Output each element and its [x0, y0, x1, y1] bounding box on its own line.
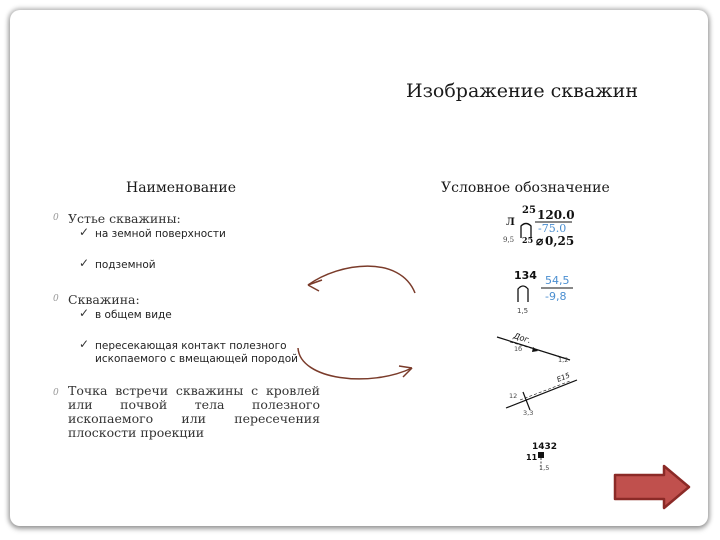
bullet-icon: 0: [53, 213, 59, 223]
sub-item-label-line1: пересекающая контакт полезного: [95, 340, 287, 352]
symbol-label: 54,5: [545, 274, 570, 287]
symbol-label: 0,25: [545, 234, 575, 248]
sub-item-label: подземной: [95, 259, 156, 271]
symbol-meeting-point: [526, 442, 557, 472]
symbol-underground-mouth: [514, 269, 573, 315]
symbol-label: 11: [526, 453, 538, 462]
symbol-label: 134: [514, 269, 537, 282]
curved-arrow-left-icon: [308, 266, 415, 293]
sub-item-label: на земной поверхности: [95, 228, 226, 240]
symbol-label: -75.0: [538, 222, 567, 235]
checkmark-icon: ✓: [79, 306, 90, 320]
sub-item-label-line2: ископаемого с вмещающей породой: [95, 353, 298, 365]
symbol-label: -9,8: [545, 290, 567, 303]
checkmark-icon: ✓: [79, 225, 90, 239]
symbol-well-general: [497, 331, 570, 364]
arrow-right-icon: [612, 463, 692, 511]
symbol-label: 3,3: [523, 409, 534, 417]
symbol-label: 120.0: [537, 208, 575, 222]
symbol-label: 1,2: [558, 356, 569, 364]
symbol-label: 1,5: [517, 307, 529, 315]
svg-text:⌀: ⌀: [536, 234, 544, 248]
list-item-label: Устье скважины:: [68, 211, 181, 226]
bullet-icon: 0: [53, 388, 59, 398]
curved-arrow-right-icon: [298, 348, 412, 379]
symbol-label: 1432: [532, 442, 558, 452]
list-item-label: Скважина:: [68, 292, 140, 307]
symbol-well-contact: [506, 371, 577, 417]
symbol-label: 1б: [514, 345, 523, 353]
symbol-label: 1,5: [539, 464, 550, 472]
symbol-label: 12: [509, 392, 518, 400]
sub-item-label: в общем виде: [95, 309, 172, 321]
symbol-label: 25: [522, 205, 536, 216]
symbol-label: 25: [522, 235, 534, 245]
symbol-surface-mouth: [503, 205, 575, 248]
checkmark-icon: ✓: [79, 337, 90, 351]
slide-title: Изображение скважин: [406, 80, 638, 102]
symbol-label: 9,5: [503, 236, 515, 244]
bullet-icon: 0: [53, 294, 59, 304]
symbol-label: Л: [506, 217, 515, 228]
column-header-name: Наименование: [126, 180, 236, 196]
next-slide-button[interactable]: [612, 463, 692, 511]
checkmark-icon: ✓: [79, 256, 90, 270]
symbol-label: Дог.: [512, 331, 533, 346]
column-header-symbol: Условное обозначение: [441, 180, 610, 196]
list-item-label: Точка встречи скважины с кровлей или почвой тела полезного ископаемого или пересечения плоскости проекции: [68, 383, 320, 440]
symbol-label: Е15: [555, 371, 572, 384]
